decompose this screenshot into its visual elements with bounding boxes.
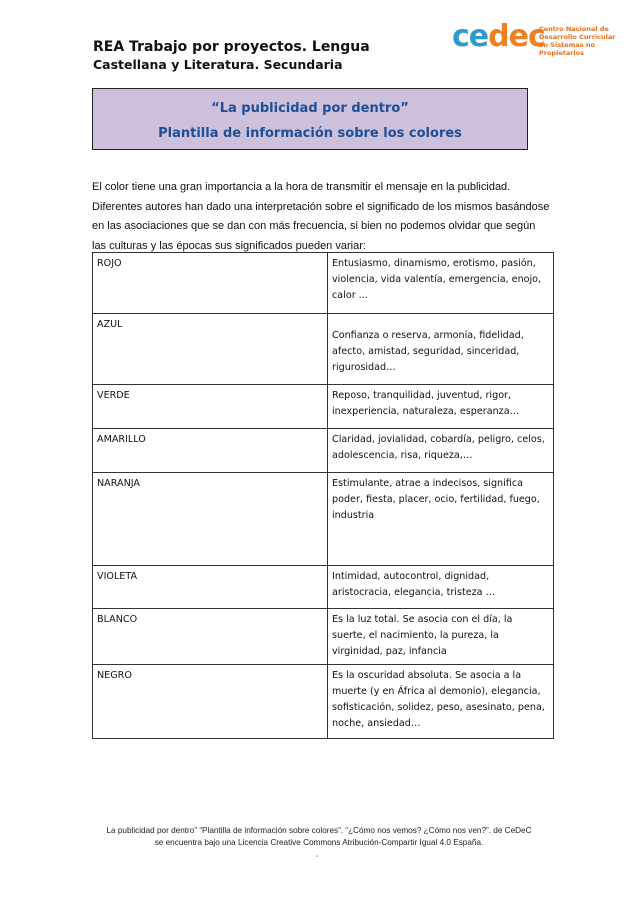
table-row: [93, 664, 554, 738]
logo-word-part-2: dec: [488, 19, 545, 54]
logo-wordmark: [452, 19, 545, 54]
table-row: [93, 566, 554, 609]
header-line-2: Castellana y Literatura. Secundaria: [93, 57, 343, 72]
banner-subtitle: Plantilla de información sobre los colores: [158, 126, 462, 141]
logo-subtitle: Centro Nacional de Desarrollo Curricular en Sistemas no Propietarios: [539, 25, 616, 57]
color-name-cell: NARANJA: [93, 473, 328, 566]
intro-paragraph: El color tiene una gran importancia a la hora de transmitir el mensaje en la publicidad. Diferentes autores han dado una interpretación sobre el significado de los mismos basándose en las asociaciones que se dan con más frecuencia, si bien no podemos olvidar que según las culturas y las épocas sus significados pueden variar:: [92, 181, 550, 252]
color-meaning-cell: Es la oscuridad absoluta. Se asocia a la muerte (y en África al demonio), elegancia, sofisticación, solidez, peso, asesinato, pena, noche, ansiedad…: [328, 664, 554, 738]
table-row: [93, 314, 554, 385]
table-row: [93, 473, 554, 566]
banner-quote-title: “La publicidad por dentro”: [211, 101, 409, 116]
header-line-1: REA Trabajo por proyectos. Lengua: [93, 39, 370, 55]
color-name-cell: VIOLETA: [93, 566, 328, 609]
table-row: [93, 429, 554, 473]
table-row: [93, 609, 554, 665]
document-header: [93, 38, 423, 74]
footer-line-2: se encuentra bajo una Licencia Creative Commons Atribución-Compartir Igual 4.0 España.: [154, 838, 484, 847]
table-row: [93, 253, 554, 314]
page-mark: ": [316, 856, 319, 862]
color-meaning-cell: Intimidad, autocontrol, dignidad, aristocracia, elegancia, tristeza …: [328, 566, 554, 609]
color-name-cell: AMARILLO: [93, 429, 328, 473]
color-meaning-cell: Estimulante, atrae a indecisos, significa poder, fiesta, placer, ocio, fertilidad, fuego, industria: [328, 473, 554, 566]
color-meaning-cell: Confianza o reserva, armonía, fidelidad, afecto, amistad, seguridad, sinceridad, rigurosidad…: [328, 314, 554, 385]
logo-word-part-1: ce: [452, 19, 489, 54]
cedec-logo: [452, 19, 616, 57]
color-name-cell: AZUL: [93, 314, 328, 385]
color-name-cell: ROJO: [93, 253, 328, 314]
color-name-cell: BLANCO: [93, 609, 328, 665]
color-meaning-cell: Reposo, tranquilidad, juventud, rigor, inexperiencia, naturaleza, esperanza…: [328, 385, 554, 429]
colors-table: [92, 252, 554, 739]
color-meaning-cell: Es la luz total. Se asocia con el día, la suerte, el nacimiento, la pureza, la virginidad, paz, infancia: [328, 609, 554, 665]
footer-line-1: La publicidad por dentro” “Plantilla de información sobre colores”. “¿Cómo nos vemos? ¿Cómo nos ven?”. de CeDeC: [106, 826, 532, 835]
color-meaning-cell: Entusiasmo, dinamismo, erotismo, pasión, violencia, vida valentía, emergencia, enojo, calor ...: [328, 253, 554, 314]
color-meaning-cell: Claridad, jovialidad, cobardía, peligro, celos, adolescencia, risa, riqueza,…: [328, 429, 554, 473]
color-name-cell: NEGRO: [93, 664, 328, 738]
color-name-cell: VERDE: [93, 385, 328, 429]
table-row: [93, 385, 554, 429]
license-footer: [84, 825, 554, 849]
title-banner: [92, 88, 528, 150]
